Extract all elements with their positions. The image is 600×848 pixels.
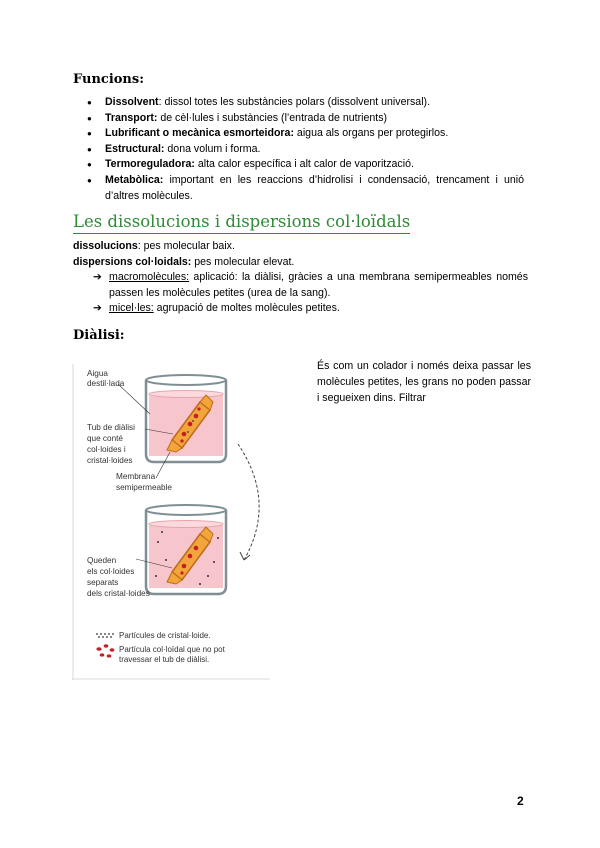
page-number: 2 <box>517 794 524 808</box>
figure-label: separats <box>87 578 119 587</box>
figure-label: Membrana <box>116 472 156 481</box>
list-item: ● Dissolvent: dissol totes les substàncies polars (dissolvent universal). <box>72 95 524 111</box>
figure-label: els col·loides <box>87 567 135 576</box>
figure-label: col·loides i <box>87 445 126 454</box>
list-item: ● Termoreguladora: alta calor específica i alt calor de vaporització. <box>72 157 524 173</box>
figure-label: Tub de diàlisi <box>87 423 135 432</box>
list-item: ● Lubrificant o mecànica esmorteidora: aigua als organs per protegirlos. <box>72 126 524 142</box>
sub-bullet-micelles: ➔ micel·les: agrupació de moltes molècules petites. <box>73 301 528 317</box>
list-item: ● Transport: de cèl·lules i substàncies (l’entrada de nutrients) <box>72 111 524 127</box>
figure-label: dels cristal·loides <box>87 589 150 598</box>
figure-label: semipermeable <box>116 483 172 492</box>
dissolucions-line: dissolucions: pes molecular baix. <box>73 240 235 252</box>
funcions-heading: Funcions: <box>73 72 144 87</box>
section-heading-dissolucions: Les dissolucions i dispersions col·loïdals <box>73 212 410 234</box>
figure-label: Aigua <box>87 369 108 378</box>
dissolucions-body <box>73 239 528 317</box>
arrow-icon: ➔ <box>93 271 102 284</box>
legend-label: Partícules de cristal·loide. <box>119 631 211 640</box>
legend-label: travessar el tub de diàlisi. <box>119 655 210 664</box>
figure-label: destil·lada <box>87 379 125 388</box>
dispersions-line: dispersions col·loidals: pes molecular elevat. <box>73 255 295 268</box>
figure-label: que conté <box>87 434 123 443</box>
list-item: ● Metabòlica: important en les reaccions d’hidrolisi i condensació, trencament i unió d’altres molècules. <box>72 173 524 204</box>
legend-label: Partícula col·loïdal que no pot <box>119 645 225 654</box>
figure-label: Queden <box>87 556 117 565</box>
funcions-list <box>72 95 524 204</box>
list-item: ● Estructural: dona volum i forma. <box>72 142 524 158</box>
dialisi-heading: Diàlisi: <box>73 328 125 343</box>
figure-label: cristal·loides <box>87 456 133 465</box>
dialysis-figure <box>72 362 270 680</box>
dialisi-description: És com un colador i només deixa passar les molècules petites, les grans no poden passar i segueixen dins. Filtrar <box>317 360 531 404</box>
arrow-icon: ➔ <box>93 302 102 315</box>
sub-bullet-macromolecules: ➔ macromolècules: aplicació: la diàlisi, gràcies a una membrana semipermeables només passen les molècules petites (urea de la sang). <box>93 271 528 299</box>
